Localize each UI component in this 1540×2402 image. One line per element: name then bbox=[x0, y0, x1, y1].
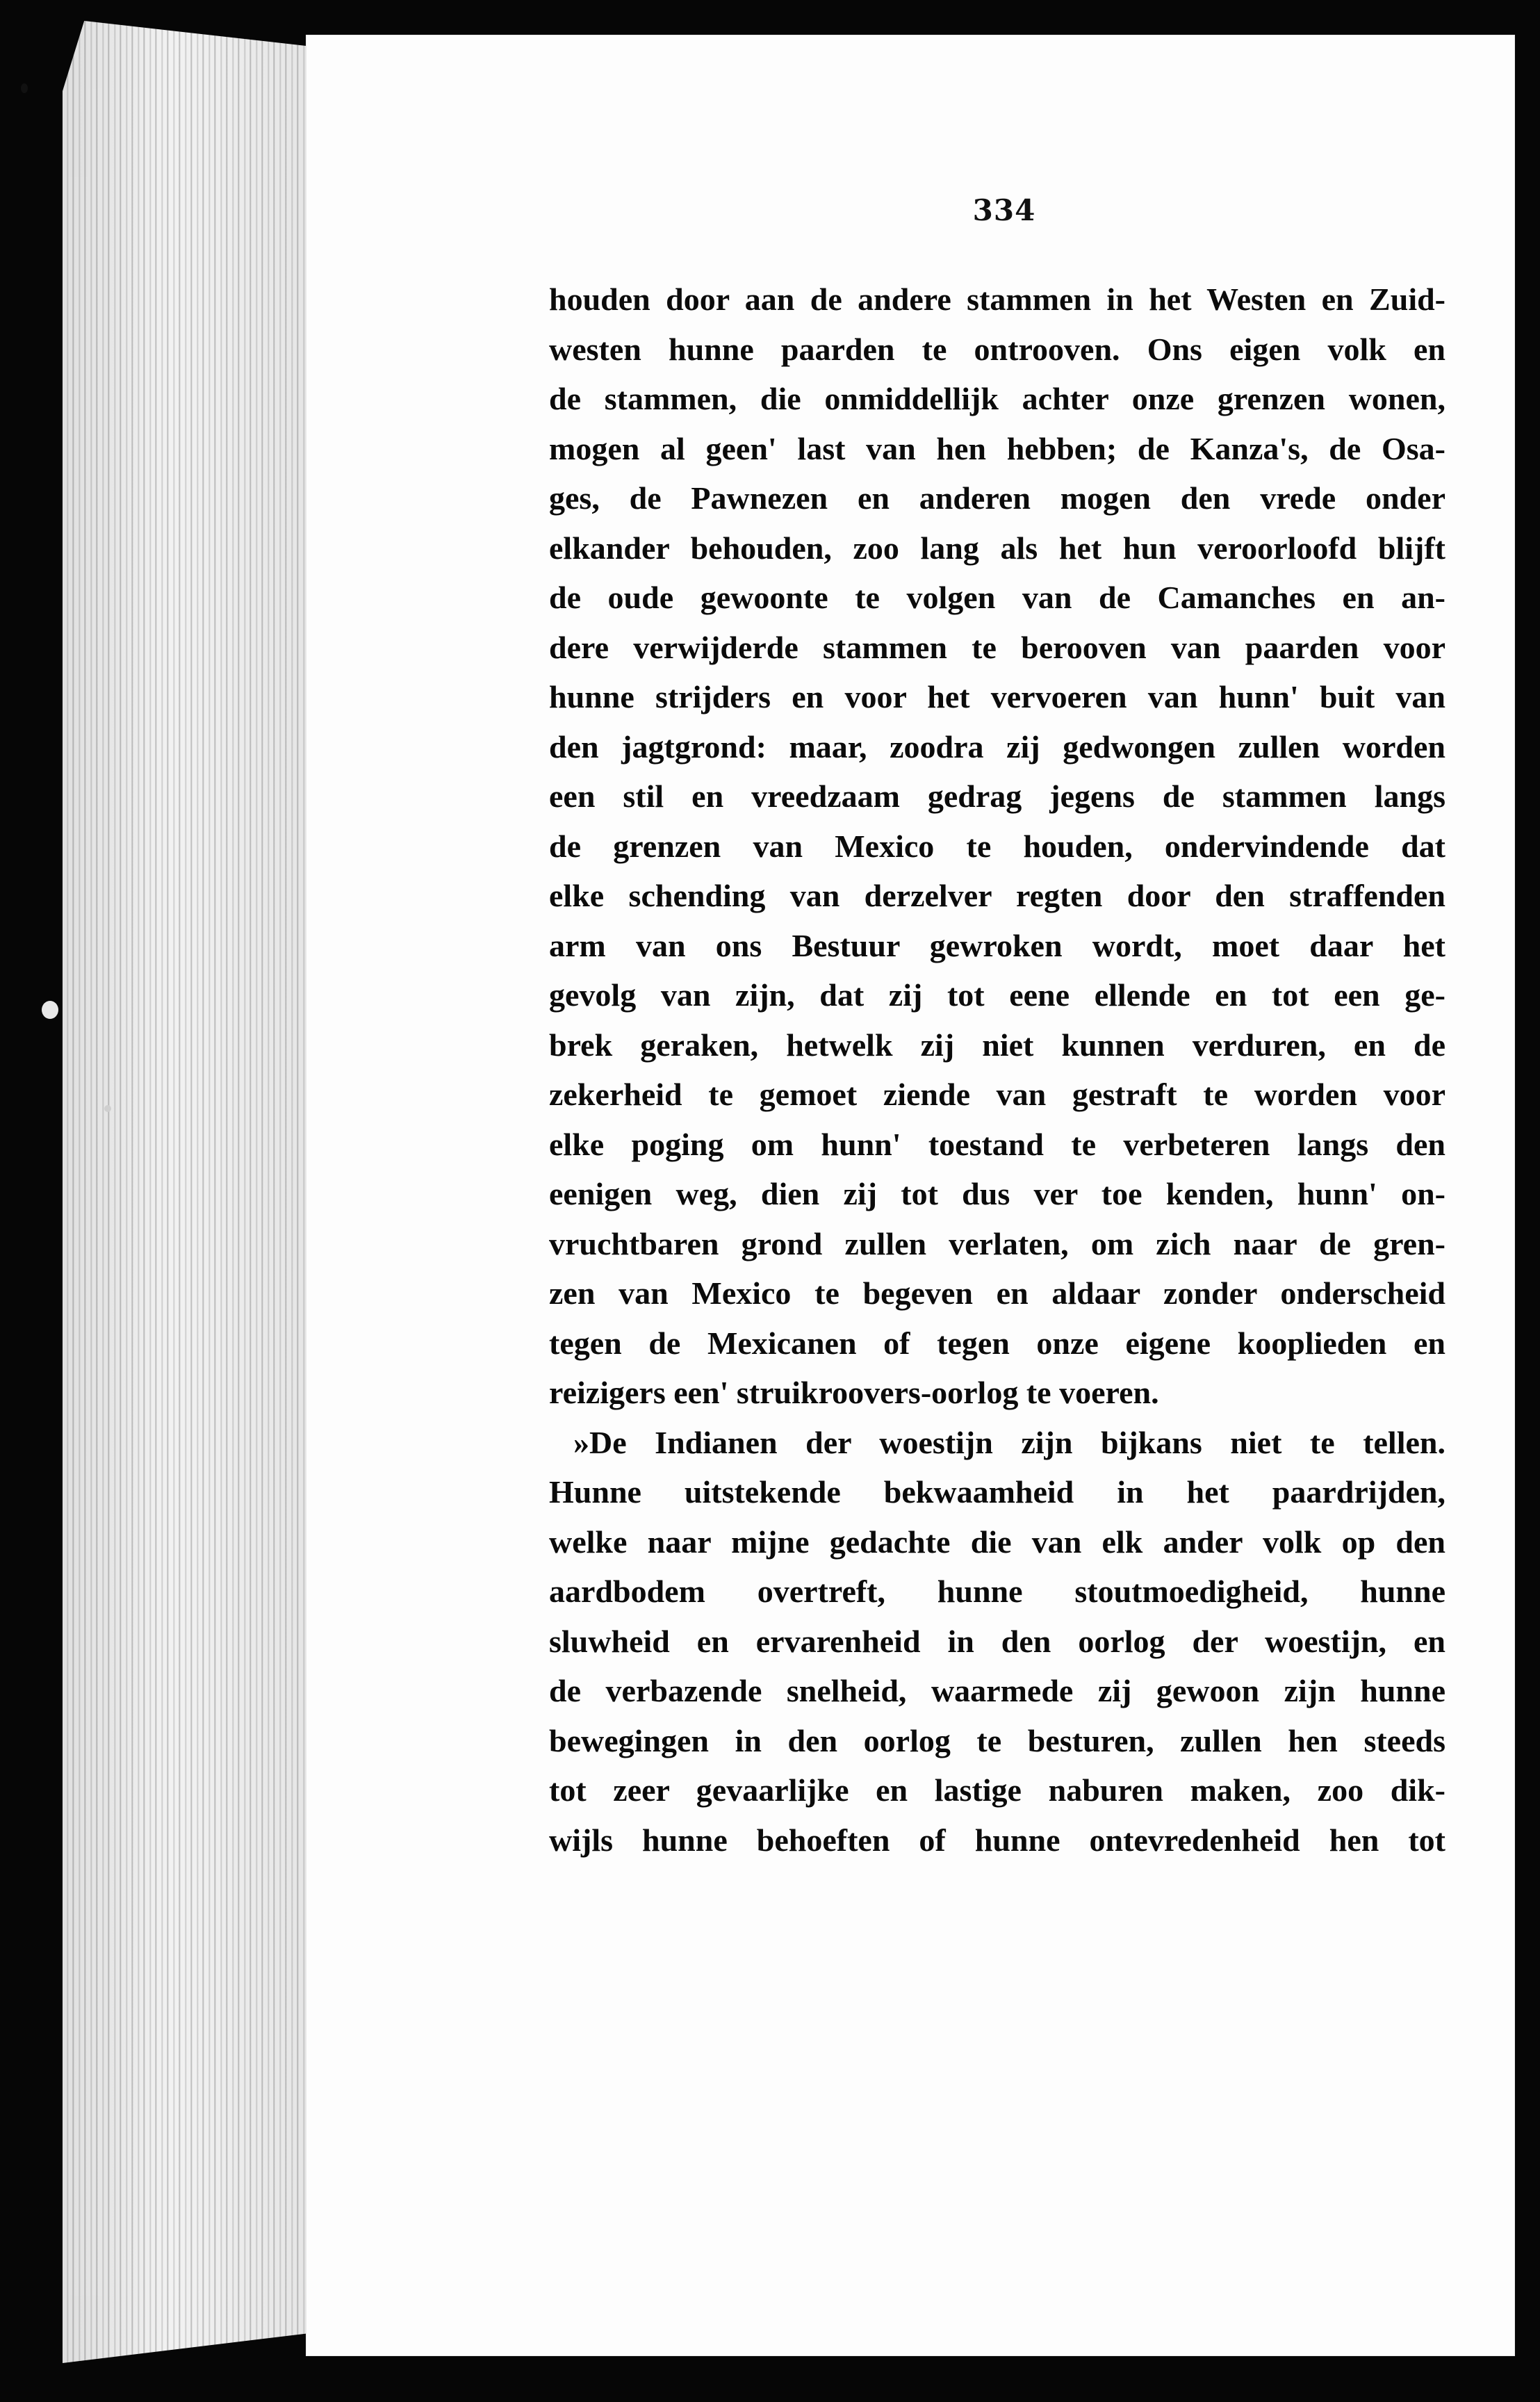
text-line: brek geraken, hetwelk zij niet kunnen verduren, en de bbox=[549, 1027, 1445, 1063]
text-line: elke poging om hunn' toestand te verbeteren langs den bbox=[549, 1126, 1445, 1162]
text-line: vruchtbaren grond zullen verlaten, om zich naar de gren- bbox=[549, 1225, 1445, 1261]
text-line: houden door aan de andere stammen in het Westen en Zuid- bbox=[549, 281, 1445, 317]
text-line: reizigers een' struikroovers-oorlog te voeren. bbox=[549, 1375, 1159, 1410]
text-line: arm van ons Bestuur gewroken wordt, moet daar het bbox=[549, 927, 1445, 963]
text-line: zekerheid te gemoet ziende van gestraft te worden voor bbox=[549, 1077, 1445, 1112]
text-line: westen hunne paarden te ontrooven. Ons eigen volk en bbox=[549, 331, 1445, 367]
text-line: de stammen, die onmiddellijk achter onze grenzen wonen, bbox=[549, 381, 1445, 416]
text-line: wijls hunne behoeften of hunne ontevredenheid hen tot bbox=[549, 1822, 1445, 1858]
text-line: tot zeer gevaarlijke en lastige naburen maken, zoo dik- bbox=[549, 1772, 1445, 1808]
text-line: de grenzen van Mexico te houden, ondervindende dat bbox=[549, 828, 1445, 864]
scan-speck bbox=[104, 1105, 111, 1112]
text-line: dere verwijderde stammen te berooven van paarden voor bbox=[549, 629, 1445, 665]
text-line: ges, de Pawnezen en anderen mogen den vrede onder bbox=[549, 480, 1445, 516]
text-line: »De Indianen der woestijn zijn bijkans niet te tellen. bbox=[573, 1424, 1445, 1460]
scan-speck bbox=[42, 1001, 58, 1019]
text-line: den jagtgrond: maar, zoodra zij gedwongen zullen worden bbox=[549, 728, 1445, 765]
scan-speck bbox=[21, 83, 28, 93]
book-page-edges bbox=[63, 21, 334, 2363]
text-line: zen van Mexico te begeven en aldaar zonder onderscheid bbox=[549, 1275, 1445, 1311]
text-line: de oude gewoonte te volgen van de Camanches en an- bbox=[549, 580, 1445, 615]
text-line: tegen de Mexicanen of tegen onze eigene kooplieden en bbox=[549, 1325, 1445, 1361]
text-line: mogen al geen' last van hen hebben; de Kanza's, de Osa- bbox=[549, 430, 1445, 466]
text-line: elkander behouden, zoo lang als het hun veroorloofd blijft bbox=[549, 530, 1445, 566]
page-number: 334 bbox=[972, 193, 1036, 227]
text-line: bewegingen in den oorlog te besturen, zullen hen steeds bbox=[549, 1722, 1445, 1758]
text-line: eenigen weg, dien zij tot dus ver toe kenden, hunn' on- bbox=[549, 1176, 1445, 1211]
text-line: Hunne uitstekende bekwaamheid in het paardrijden, bbox=[549, 1474, 1445, 1510]
text-line: een stil en vreedzaam gedrag jegens de stammen langs bbox=[549, 778, 1445, 814]
text-line: sluwheid en ervarenheid in den oorlog der woestijn, en bbox=[549, 1623, 1445, 1659]
text-line: hunne strijders en voor het vervoeren van hunn' buit van bbox=[549, 679, 1445, 714]
text-line: de verbazende snelheid, waarmede zij gewoon zijn hunne bbox=[549, 1673, 1445, 1708]
text-line: aardbodem overtreft, hunne stoutmoedigheid, hunne bbox=[549, 1574, 1445, 1609]
text-line: elke schending van derzelver regten door den straffenden bbox=[549, 878, 1445, 913]
text-line: gevolg van zijn, dat zij tot eene ellende en tot een ge- bbox=[549, 977, 1445, 1013]
body-text bbox=[549, 275, 1445, 1865]
text-line: welke naar mijne gedachte die van elk ander volk op den bbox=[549, 1523, 1445, 1560]
